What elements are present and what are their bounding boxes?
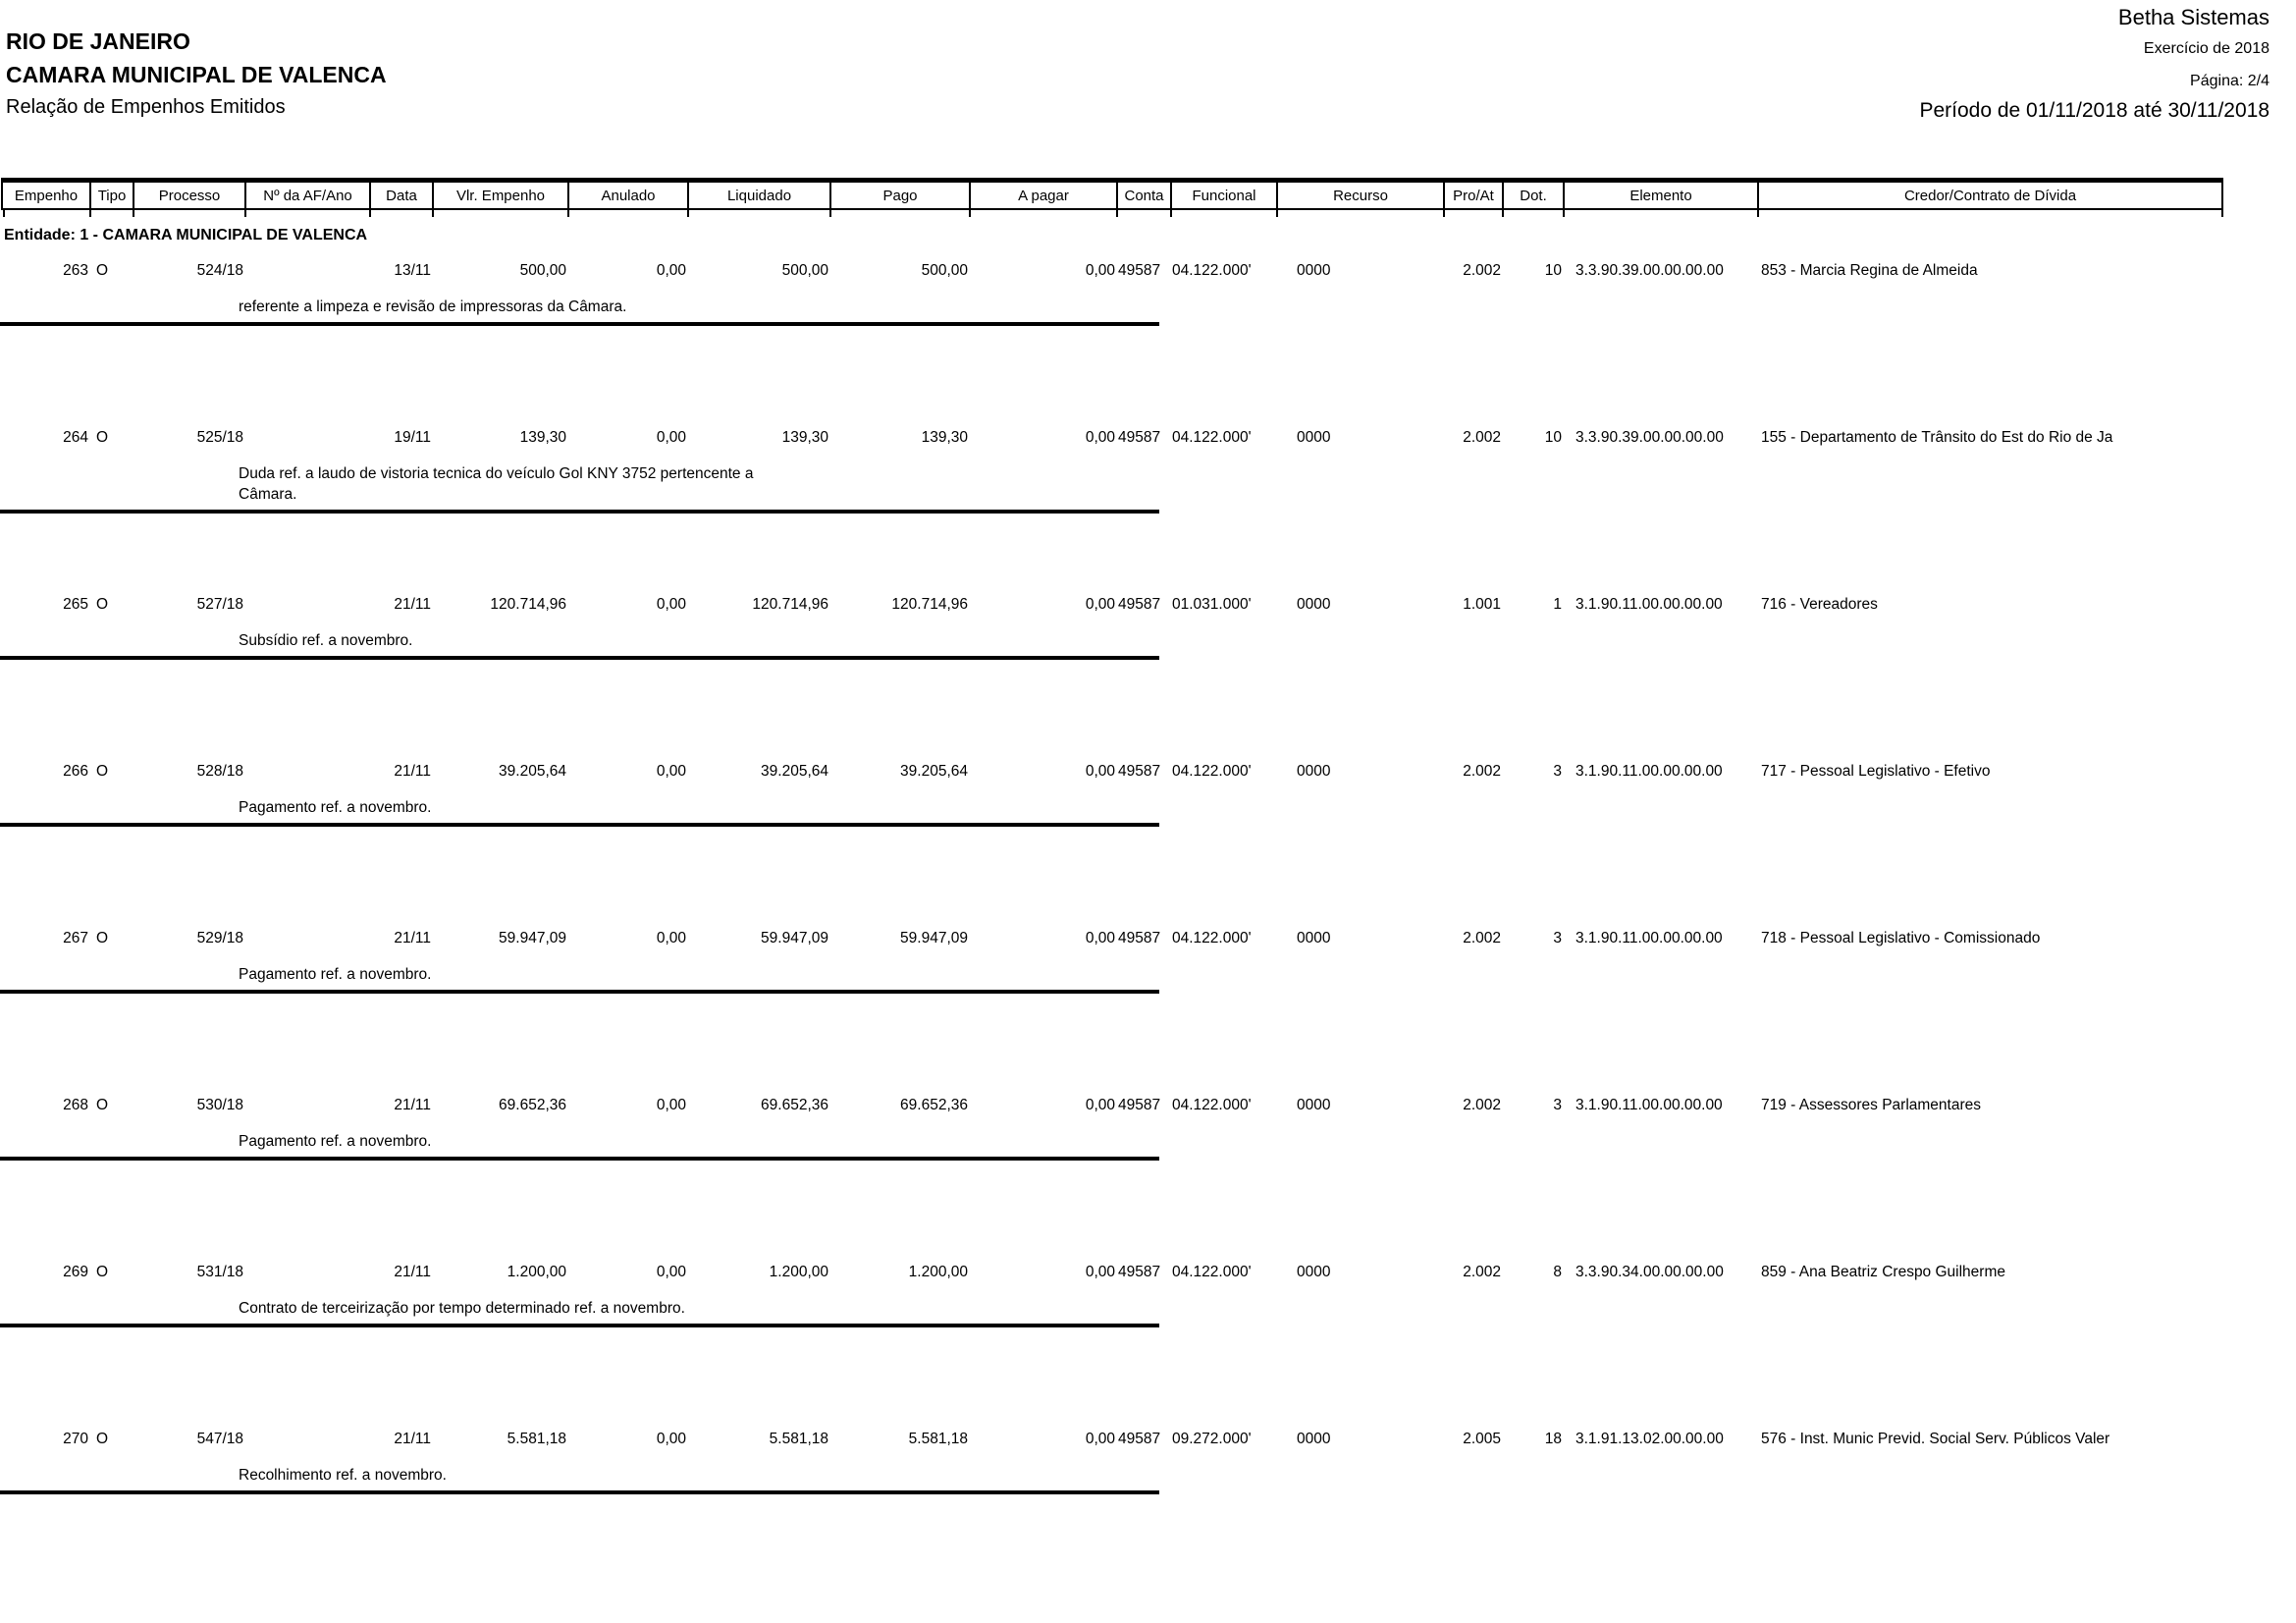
- table-header-row: [1, 178, 2223, 210]
- table-row: [0, 921, 2296, 1088]
- cell-empenho: 266: [63, 763, 88, 780]
- cell-recurso: 0000: [1297, 1431, 1331, 1447]
- table-row: [0, 587, 2296, 754]
- cell-credor: 576 - Inst. Munic Previd. Social Serv. Públicos Valer: [1761, 1431, 2110, 1447]
- cell-vlr_empenho: 1.200,00: [507, 1264, 566, 1280]
- cell-af_ano: [243, 1430, 368, 1449]
- row-values: [0, 1422, 2222, 1449]
- period-label: Período de 01/11/2018 até 30/11/2018: [1919, 99, 2269, 122]
- cell-af_ano: [243, 929, 368, 948]
- cell-a_pagar: 0,00: [1085, 596, 1115, 613]
- row-description: Pagamento ref. a novembro.: [239, 966, 432, 983]
- column-header-funcional: Funcional: [1170, 183, 1276, 208]
- cell-pago: 5.581,18: [908, 1431, 968, 1447]
- cell-a_pagar: 0,00: [1085, 429, 1115, 446]
- cell-vlr_empenho: 5.581,18: [507, 1431, 566, 1447]
- page-number: Página: 2/4: [2190, 73, 2269, 89]
- entity-section-header: Entidade: 1 - CAMARA MUNICIPAL DE VALENCA: [4, 227, 368, 243]
- cell-data: 21/11: [394, 596, 431, 613]
- cell-vlr_empenho: 120.714,96: [490, 596, 566, 613]
- cell-pro_at: 2.002: [1463, 1097, 1501, 1113]
- row-values: [0, 587, 2222, 615]
- row-description: Recolhimento ref. a novembro.: [239, 1467, 447, 1484]
- cell-conta: 49587: [1118, 763, 1161, 780]
- cell-data: 21/11: [394, 1431, 431, 1447]
- cell-empenho: 263: [63, 262, 88, 279]
- row-separator: [0, 1490, 1159, 1494]
- cell-liquidado: 139,30: [781, 429, 828, 446]
- cell-pago: 139,30: [921, 429, 968, 446]
- cell-empenho: 268: [63, 1097, 88, 1113]
- cell-tipo: O: [96, 1431, 109, 1447]
- cell-processo: 527/18: [196, 596, 243, 613]
- cell-a_pagar: 0,00: [1085, 930, 1115, 947]
- column-header-data: Data: [369, 183, 432, 208]
- column-header-pro_at: Pro/At: [1443, 183, 1502, 208]
- cell-data: 21/11: [394, 1264, 431, 1280]
- state-name: RIO DE JANEIRO: [6, 28, 190, 54]
- cell-anulado: 0,00: [656, 429, 686, 446]
- cell-dot: 3: [1553, 930, 1562, 947]
- row-separator: [0, 990, 1159, 994]
- cell-anulado: 0,00: [656, 596, 686, 613]
- cell-pro_at: 2.002: [1463, 262, 1501, 279]
- cell-processo: 547/18: [196, 1431, 243, 1447]
- column-header-dot: Dot.: [1502, 183, 1563, 208]
- cell-liquidado: 39.205,64: [761, 763, 828, 780]
- table-row: [0, 253, 2296, 420]
- cell-tipo: O: [96, 429, 109, 446]
- cell-af_ano: [243, 1263, 368, 1282]
- cell-elemento: 3.3.90.34.00.00.00.00: [1575, 1264, 1724, 1280]
- column-header-credor: Credor/Contrato de Dívida: [1757, 183, 2223, 208]
- cell-data: 19/11: [394, 429, 431, 446]
- cell-af_ano: [243, 261, 368, 281]
- cell-credor: 718 - Pessoal Legislativo - Comissionado: [1761, 930, 2041, 947]
- cell-elemento: 3.1.90.11.00.00.00.00: [1575, 930, 1723, 947]
- cell-dot: 3: [1553, 763, 1562, 780]
- cell-credor: 853 - Marcia Regina de Almeida: [1761, 262, 1978, 279]
- cell-conta: 49587: [1118, 930, 1161, 947]
- cell-pro_at: 2.002: [1463, 1264, 1501, 1280]
- column-header-recurso: Recurso: [1276, 183, 1443, 208]
- column-header-liquidado: Liquidado: [687, 183, 829, 208]
- cell-a_pagar: 0,00: [1085, 763, 1115, 780]
- cell-elemento: 3.1.90.11.00.00.00.00: [1575, 763, 1723, 780]
- cell-elemento: 3.1.91.13.02.00.00.00: [1575, 1431, 1724, 1447]
- cell-pro_at: 2.005: [1463, 1431, 1501, 1447]
- row-separator: [0, 1157, 1159, 1161]
- cell-anulado: 0,00: [656, 262, 686, 279]
- cell-data: 21/11: [394, 930, 431, 947]
- cell-recurso: 0000: [1297, 763, 1331, 780]
- table-row: [0, 1088, 2296, 1255]
- cell-funcional: 04.122.000': [1172, 1097, 1252, 1113]
- cell-data: 21/11: [394, 763, 431, 780]
- cell-conta: 49587: [1118, 1097, 1161, 1113]
- cell-processo: 524/18: [196, 262, 243, 279]
- cell-liquidado: 1.200,00: [769, 1264, 828, 1280]
- cell-elemento: 3.3.90.39.00.00.00.00: [1575, 429, 1724, 446]
- cell-processo: 525/18: [196, 429, 243, 446]
- table-row: [0, 1422, 2296, 1589]
- cell-liquidado: 69.652,36: [761, 1097, 828, 1113]
- cell-recurso: 0000: [1297, 596, 1331, 613]
- cell-anulado: 0,00: [656, 1264, 686, 1280]
- cell-processo: 530/18: [196, 1097, 243, 1113]
- cell-anulado: 0,00: [656, 763, 686, 780]
- row-values: [0, 1088, 2222, 1115]
- cell-tipo: O: [96, 596, 109, 613]
- row-values: [0, 921, 2222, 948]
- cell-empenho: 265: [63, 596, 88, 613]
- cell-funcional: 01.031.000': [1172, 596, 1252, 613]
- cell-dot: 1: [1553, 596, 1562, 613]
- cell-data: 21/11: [394, 1097, 431, 1113]
- cell-elemento: 3.3.90.39.00.00.00.00: [1575, 262, 1724, 279]
- cell-pago: 500,00: [921, 262, 968, 279]
- cell-dot: 8: [1553, 1264, 1562, 1280]
- cell-recurso: 0000: [1297, 1097, 1331, 1113]
- column-header-anulado: Anulado: [567, 183, 687, 208]
- report-header-right: [1919, 6, 2269, 123]
- row-description: Pagamento ref. a novembro.: [239, 1133, 432, 1150]
- column-header-af_ano: Nº da AF/Ano: [244, 183, 369, 208]
- cell-pro_at: 1.001: [1463, 596, 1501, 613]
- cell-credor: 716 - Vereadores: [1761, 596, 1878, 613]
- cell-af_ano: [243, 1096, 368, 1115]
- row-separator: [0, 510, 1159, 514]
- cell-anulado: 0,00: [656, 930, 686, 947]
- cell-vlr_empenho: 500,00: [519, 262, 566, 279]
- cell-dot: 10: [1544, 262, 1562, 279]
- report-title: Relação de Empenhos Emitidos: [6, 96, 286, 118]
- row-description: Subsídio ref. a novembro.: [239, 632, 413, 649]
- cell-recurso: 0000: [1297, 262, 1331, 279]
- cell-empenho: 264: [63, 429, 88, 446]
- entity-name: CAMARA MUNICIPAL DE VALENCA: [6, 62, 387, 87]
- cell-anulado: 0,00: [656, 1431, 686, 1447]
- row-values: [0, 754, 2222, 782]
- cell-recurso: 0000: [1297, 930, 1331, 947]
- cell-anulado: 0,00: [656, 1097, 686, 1113]
- cell-conta: 49587: [1118, 596, 1161, 613]
- cell-pago: 69.652,36: [900, 1097, 968, 1113]
- table-row: [0, 754, 2296, 921]
- row-values: [0, 420, 2222, 448]
- cell-processo: 528/18: [196, 763, 243, 780]
- cell-vlr_empenho: 59.947,09: [499, 930, 566, 947]
- column-header-tipo: Tipo: [89, 183, 133, 208]
- cell-empenho: 270: [63, 1431, 88, 1447]
- cell-liquidado: 500,00: [781, 262, 828, 279]
- row-description: Pagamento ref. a novembro.: [239, 799, 432, 816]
- column-header-a_pagar: A pagar: [969, 183, 1116, 208]
- cell-tipo: O: [96, 763, 109, 780]
- cell-credor: 155 - Departamento de Trânsito do Est do Rio de Ja: [1761, 429, 2113, 446]
- cell-conta: 49587: [1118, 262, 1161, 279]
- cell-pago: 59.947,09: [900, 930, 968, 947]
- table-row: [0, 420, 2296, 587]
- cell-conta: 49587: [1118, 429, 1161, 446]
- cell-pago: 1.200,00: [908, 1264, 968, 1280]
- cell-funcional: 04.122.000': [1172, 262, 1252, 279]
- cell-pago: 39.205,64: [900, 763, 968, 780]
- table-body: [0, 253, 2296, 1589]
- cell-elemento: 3.1.90.11.00.00.00.00: [1575, 1097, 1723, 1113]
- column-header-empenho: Empenho: [1, 183, 89, 208]
- cell-funcional: 04.122.000': [1172, 1264, 1252, 1280]
- cell-dot: 3: [1553, 1097, 1562, 1113]
- column-header-vlr_empenho: Vlr. Empenho: [432, 183, 567, 208]
- row-description: Contrato de terceirização por tempo determinado ref. a novembro.: [239, 1300, 685, 1317]
- report-header: [0, 0, 2296, 178]
- cell-liquidado: 120.714,96: [752, 596, 828, 613]
- cell-af_ano: [243, 595, 368, 615]
- cell-liquidado: 5.581,18: [769, 1431, 828, 1447]
- cell-vlr_empenho: 139,30: [519, 429, 566, 446]
- cell-funcional: 04.122.000': [1172, 429, 1252, 446]
- column-header-elemento: Elemento: [1563, 183, 1757, 208]
- cell-pro_at: 2.002: [1463, 930, 1501, 947]
- cell-a_pagar: 0,00: [1085, 1097, 1115, 1113]
- row-values: [0, 1255, 2222, 1282]
- row-description: Duda ref. a laudo de vistoria tecnica do veículo Gol KNY 3752 pertencente a Câmara.: [239, 465, 754, 503]
- cell-elemento: 3.1.90.11.00.00.00.00: [1575, 596, 1723, 613]
- column-header-conta: Conta: [1116, 183, 1170, 208]
- row-separator: [0, 1324, 1159, 1327]
- cell-a_pagar: 0,00: [1085, 1264, 1115, 1280]
- cell-pago: 120.714,96: [891, 596, 968, 613]
- cell-a_pagar: 0,00: [1085, 1431, 1115, 1447]
- cell-liquidado: 59.947,09: [761, 930, 828, 947]
- cell-pro_at: 2.002: [1463, 763, 1501, 780]
- cell-tipo: O: [96, 1097, 109, 1113]
- cell-funcional: 09.272.000': [1172, 1431, 1252, 1447]
- report-header-left: [6, 29, 387, 118]
- cell-recurso: 0000: [1297, 1264, 1331, 1280]
- cell-vlr_empenho: 39.205,64: [499, 763, 566, 780]
- cell-conta: 49587: [1118, 1264, 1161, 1280]
- cell-af_ano: [243, 762, 368, 782]
- cell-recurso: 0000: [1297, 429, 1331, 446]
- cell-processo: 529/18: [196, 930, 243, 947]
- cell-pro_at: 2.002: [1463, 429, 1501, 446]
- cell-tipo: O: [96, 930, 109, 947]
- column-header-pago: Pago: [829, 183, 969, 208]
- cell-processo: 531/18: [196, 1264, 243, 1280]
- cell-vlr_empenho: 69.652,36: [499, 1097, 566, 1113]
- cell-empenho: 267: [63, 930, 88, 947]
- row-values: [0, 253, 2222, 281]
- cell-tipo: O: [96, 1264, 109, 1280]
- cell-credor: 717 - Pessoal Legislativo - Efetivo: [1761, 763, 1991, 780]
- cell-a_pagar: 0,00: [1085, 262, 1115, 279]
- cell-credor: 719 - Assessores Parlamentares: [1761, 1097, 1981, 1113]
- column-header-processo: Processo: [133, 183, 244, 208]
- cell-af_ano: [243, 428, 368, 448]
- cell-credor: 859 - Ana Beatriz Crespo Guilherme: [1761, 1264, 2005, 1280]
- cell-funcional: 04.122.000': [1172, 930, 1252, 947]
- cell-conta: 49587: [1118, 1431, 1161, 1447]
- cell-dot: 18: [1544, 1431, 1562, 1447]
- row-separator: [0, 823, 1159, 827]
- row-separator: [0, 656, 1159, 660]
- cell-data: 13/11: [394, 262, 431, 279]
- row-separator: [0, 322, 1159, 326]
- cell-tipo: O: [96, 262, 109, 279]
- row-description: referente a limpeza e revisão de impressoras da Câmara.: [239, 298, 627, 315]
- cell-dot: 10: [1544, 429, 1562, 446]
- cell-funcional: 04.122.000': [1172, 763, 1252, 780]
- table-row: [0, 1255, 2296, 1422]
- exercise-label: Exercício de 2018: [2143, 40, 2269, 57]
- cell-empenho: 269: [63, 1264, 88, 1280]
- vendor-name: Betha Sistemas: [2117, 5, 2269, 29]
